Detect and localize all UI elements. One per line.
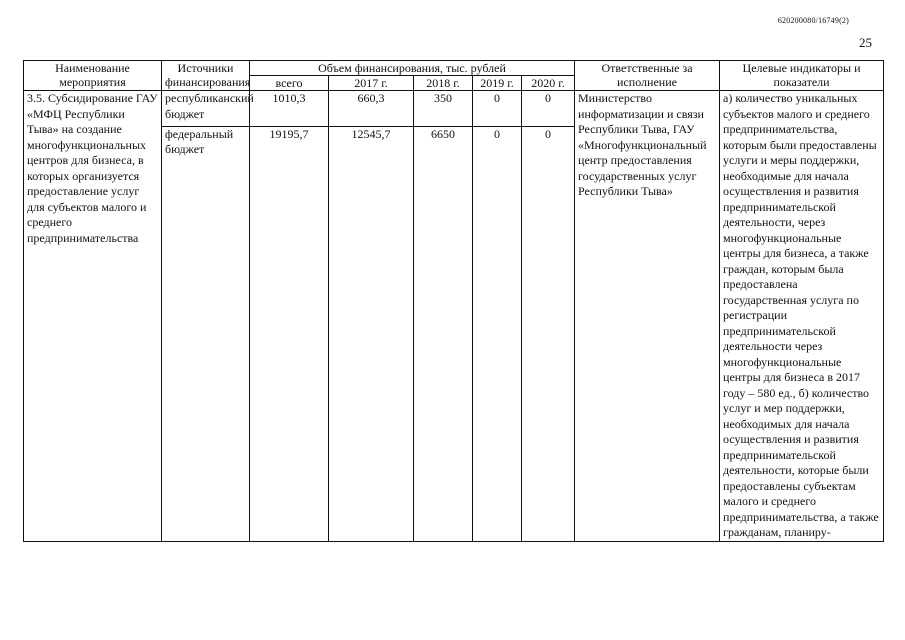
- total-cell: 1010,3: [250, 91, 329, 127]
- header-name: Наименование мероприятия: [24, 61, 162, 91]
- header-sources: Источники финансирования: [162, 61, 250, 91]
- y2018-cell: 6650: [414, 126, 473, 541]
- y2019-cell: 0: [473, 126, 522, 541]
- header-responsible: Ответственные за исполнение: [575, 61, 720, 91]
- source-cell: федеральный бюджет: [162, 126, 250, 541]
- document-id: 620200080/16749(2): [777, 16, 849, 25]
- y2020-cell: 0: [522, 126, 575, 541]
- source-cell: республиканский бюджет: [162, 91, 250, 127]
- header-volume: Объем финансирования, тыс. рублей: [250, 61, 575, 76]
- y2017-cell: 660,3: [329, 91, 414, 127]
- header-2018: 2018 г.: [414, 76, 473, 91]
- funding-table: [23, 60, 884, 542]
- header-indicators: Целевые индикаторы и показатели: [720, 61, 884, 91]
- header-2019: 2019 г.: [473, 76, 522, 91]
- responsible-cell: Министерство информатизации и связи Республики Тыва, ГАУ «Многофункциональный центр предоставления государственных услуг Республики Тыва»: [575, 91, 720, 542]
- y2020-cell: 0: [522, 91, 575, 127]
- indicators-cell: а) количество уникальных субъектов малого и среднего предпринимательства, которым были предоставлены услуги и меры поддержки, необходимые для начала осуществления и развития предпринимательской деятельности, через многофункциональные центры для бизнеса, а также граждан, которым была предоставлена государственная услуга по регистрации предпринимательской деятельности через многофункциональные центры для бизнеса в 2017 году – 580 ед., б) количество услуг и мер поддержки, необходимых для начала осуществления и развития предпринимательской деятельности, которые были предоставлены субъектам малого и среднего предпринимательства, а также гражданам, планиру-: [720, 91, 884, 542]
- measure-name: 3.5. Субсидирование ГАУ «МФЦ Республики Тыва» на создание многофункциональных центров для бизнеса, в которых организуется предоставление услуг для субъектов малого и среднего предпринимательства: [24, 91, 162, 542]
- page-number: 25: [859, 35, 872, 50]
- y2018-cell: 350: [414, 91, 473, 127]
- header-total: всего: [250, 76, 329, 91]
- header-2020: 2020 г.: [522, 76, 575, 91]
- total-cell: 19195,7: [250, 126, 329, 541]
- y2017-cell: 12545,7: [329, 126, 414, 541]
- y2019-cell: 0: [473, 91, 522, 127]
- header-2017: 2017 г.: [329, 76, 414, 91]
